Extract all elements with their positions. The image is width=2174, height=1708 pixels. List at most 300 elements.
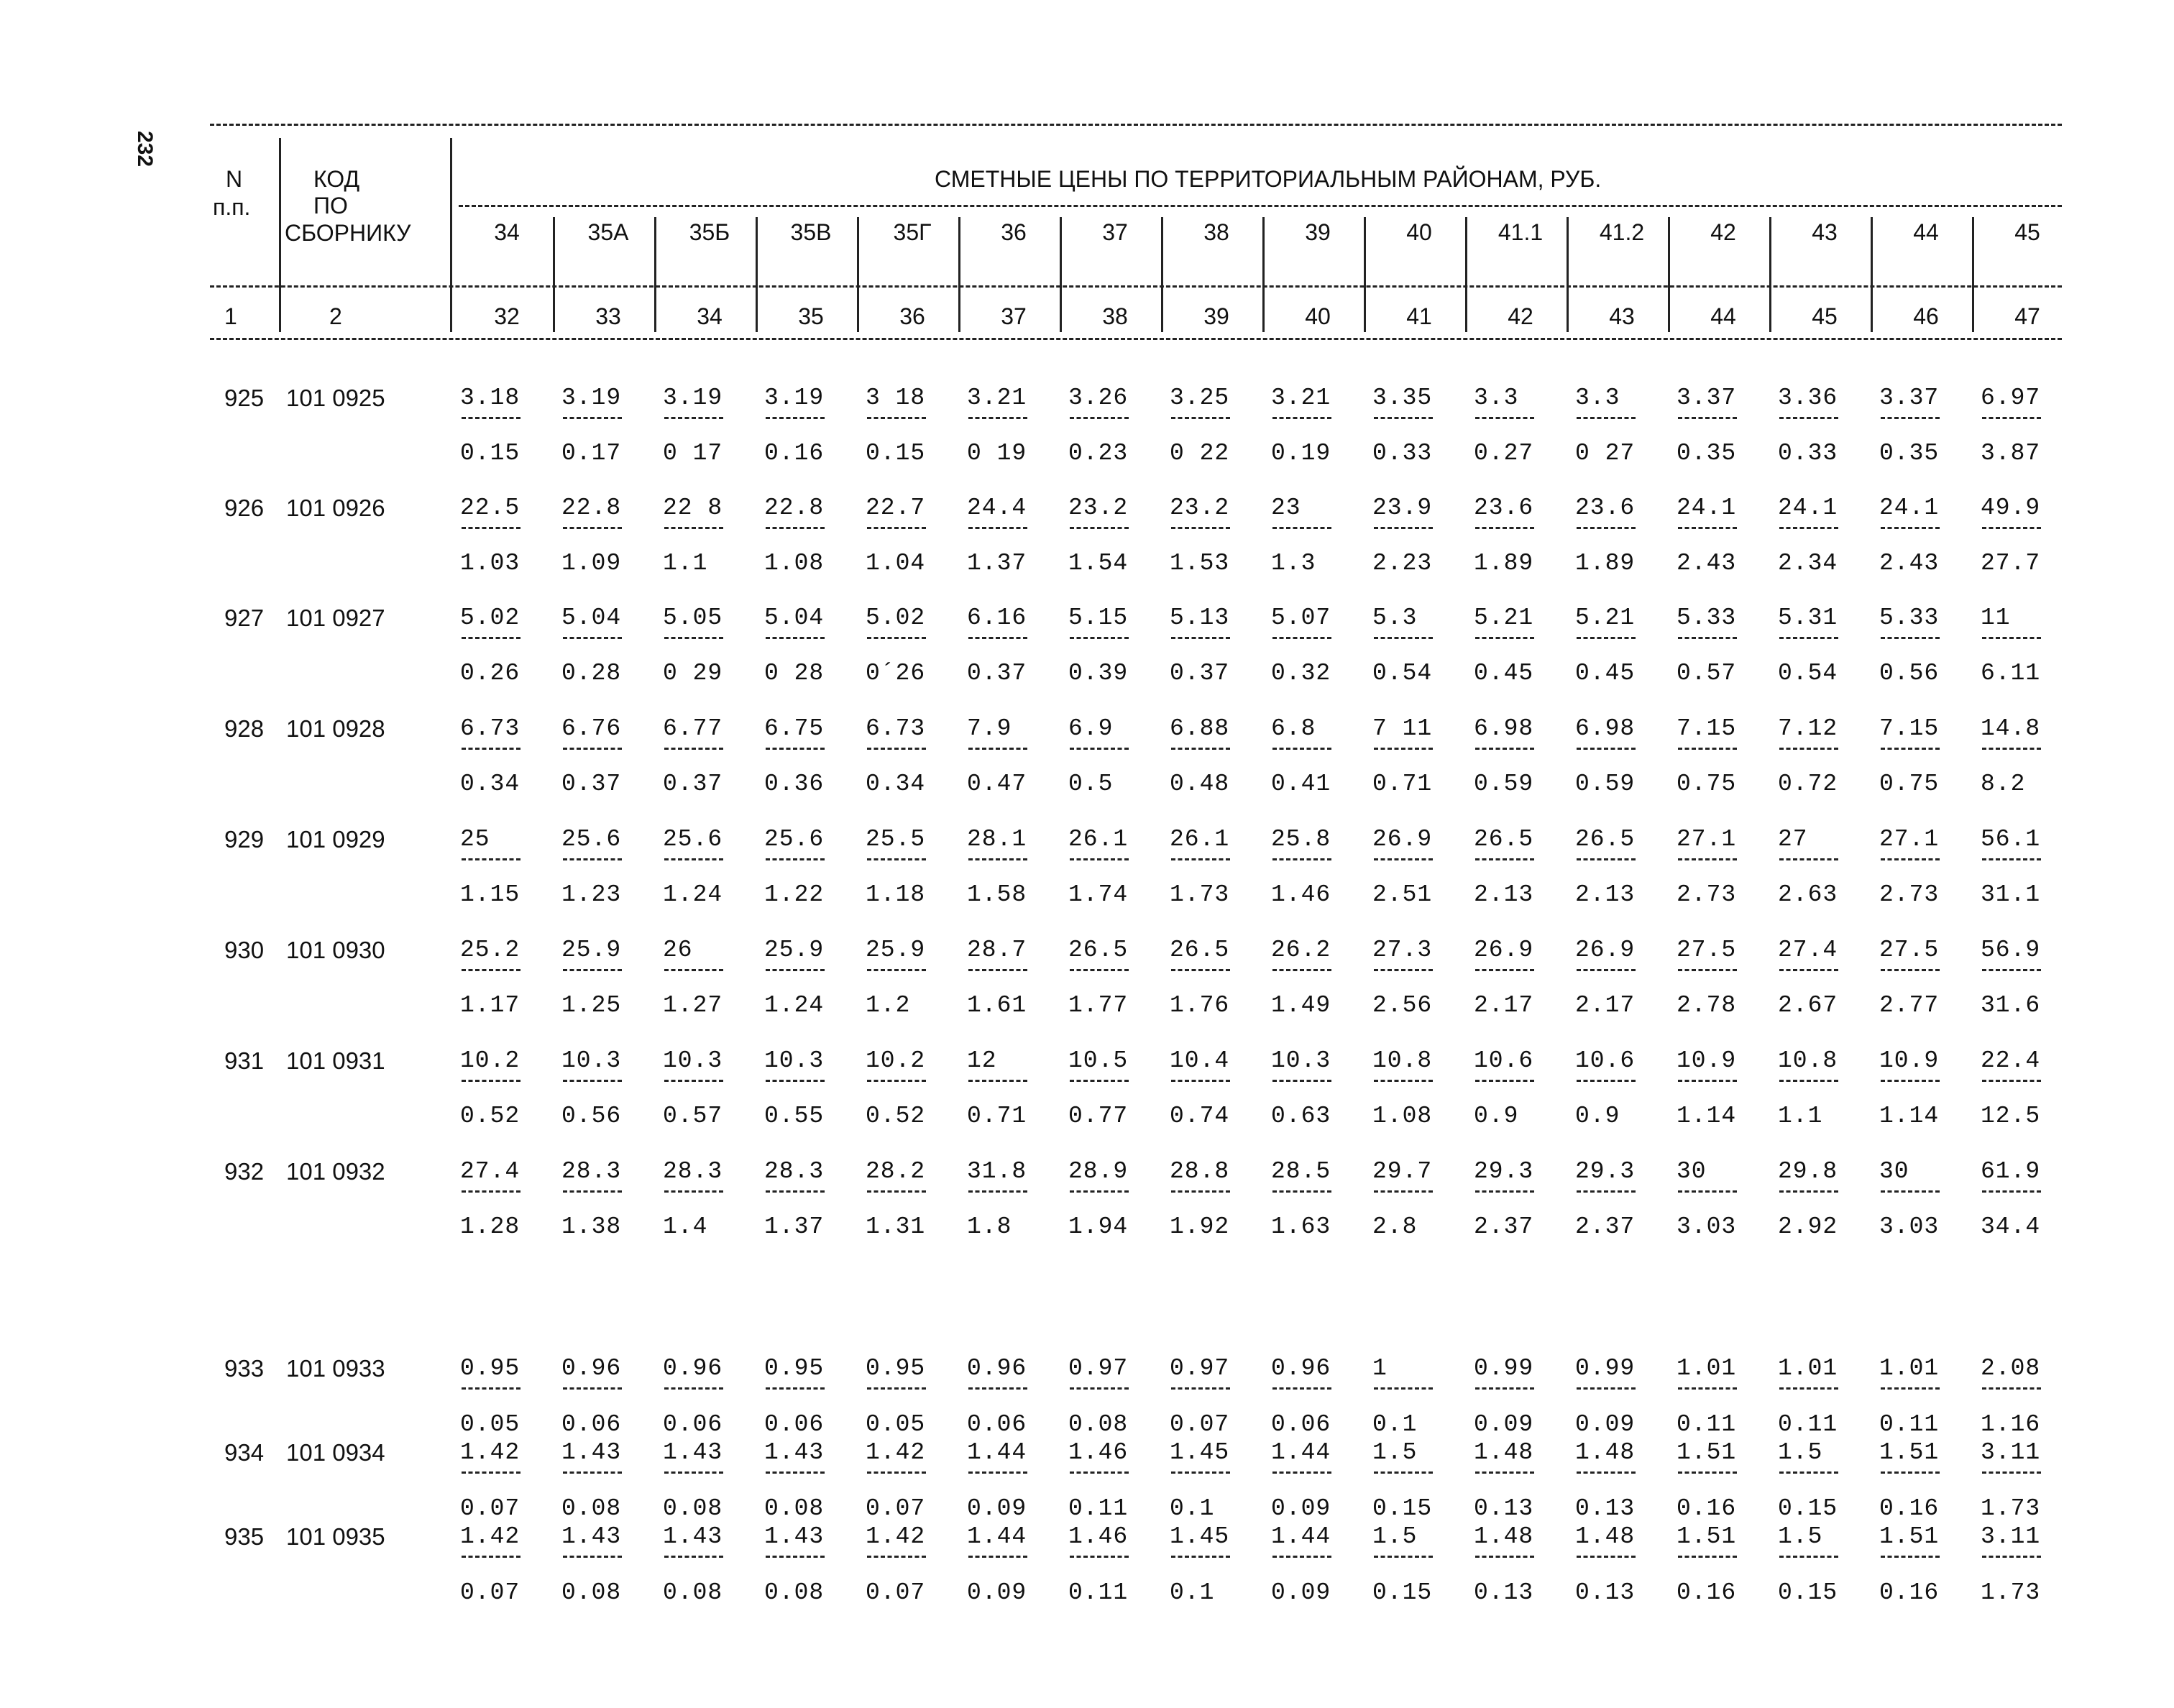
price-wage: 0.15 [460,440,520,467]
fraction-bar [563,1471,622,1474]
price-wage: 0.26 [460,660,520,687]
column-index: 35 [798,303,824,329]
fraction-bar [563,1190,622,1193]
header-index-n: 1 [224,303,237,329]
price-total: 28.8 [1170,1158,1230,1185]
price-total: 1.43 [663,1523,723,1550]
fraction-bar [1272,858,1331,860]
fraction-bar [1881,527,1940,529]
price-wage: 0.57 [663,1103,723,1129]
price-total: 7.15 [1677,715,1737,742]
price-wage: 1.73 [1981,1579,2041,1606]
price-wage: 0.37 [1170,660,1230,687]
price-total: 0.96 [561,1355,622,1382]
fraction-bar [1577,858,1636,860]
price-wage: 0.06 [967,1411,1027,1438]
row-id: 933 [224,1355,265,1382]
price-wage: 1.27 [663,992,723,1019]
fraction-bar [1475,748,1534,750]
header-bottom-rule [210,338,2062,340]
price-wage: 0.56 [1879,660,1940,687]
price-wage: 0.16 [1879,1495,1940,1522]
fraction-bar [1374,1387,1433,1390]
price-wage: 0.09 [967,1495,1027,1522]
price-wage: 1.14 [1879,1103,1940,1129]
price-wage: 1.77 [1068,992,1129,1019]
price-wage: 0.13 [1474,1579,1534,1606]
fraction-bar [462,527,520,529]
fraction-bar [1475,1190,1534,1193]
region-header: 37 [1102,219,1128,245]
price-wage: 0.27 [1474,440,1534,467]
price-wage: 1.53 [1170,550,1230,577]
price-total: 27.3 [1372,937,1433,963]
price-wage: 2.73 [1879,881,1940,908]
price-wage: 1.08 [1372,1103,1433,1129]
price-total: 49.9 [1981,495,2041,521]
price-total: 25.5 [866,826,926,853]
fraction-bar [1577,1387,1636,1390]
column-index: 43 [1609,303,1635,329]
price-total: 25 [460,826,490,853]
price-total: 27.5 [1879,937,1940,963]
fraction-bar [1678,969,1737,971]
column-separator [1262,217,1265,332]
fraction-bar [1779,748,1838,750]
price-total: 3.19 [663,385,723,411]
price-wage: 0.77 [1068,1103,1129,1129]
price-wage: 0.09 [1474,1411,1534,1438]
price-total: 14.8 [1981,715,2041,742]
price-total: 24.1 [1677,495,1737,521]
price-wage: 0.5 [1068,771,1114,797]
price-wage: 2.92 [1778,1213,1838,1240]
price-wage: 0.15 [1778,1495,1838,1522]
column-index: 41 [1406,303,1432,329]
price-wage: 0.36 [764,771,825,797]
price-total: 28.7 [967,937,1027,963]
price-wage: 0.05 [460,1411,520,1438]
price-total: 5.02 [460,605,520,631]
price-total: 1.42 [866,1523,926,1550]
fraction-bar [563,527,622,529]
fraction-bar [1678,748,1737,750]
price-total: 26.2 [1271,937,1331,963]
price-wage: 0.09 [1575,1411,1636,1438]
price-total: 1.01 [1879,1355,1940,1382]
price-total: 6.8 [1271,715,1316,742]
fraction-bar [968,1387,1027,1390]
fraction-bar [968,748,1027,750]
price-total: 1.48 [1474,1439,1534,1466]
price-wage: 1.73 [1981,1495,2041,1522]
price-total: 3.21 [1271,385,1331,411]
fraction-bar [968,1080,1027,1082]
price-total: 1.44 [967,1523,1027,1550]
fraction-bar [563,858,622,860]
price-wage: 1.37 [764,1213,825,1240]
price-wage: 2.37 [1474,1213,1534,1240]
price-total: 3.26 [1068,385,1129,411]
price-wage: 3.03 [1879,1213,1940,1240]
fraction-bar [1475,1080,1534,1082]
price-total: 1.5 [1778,1523,1823,1550]
price-total: 1.5 [1372,1439,1418,1466]
header-separator [279,138,281,332]
region-header: 34 [494,219,520,245]
column-index: 47 [2014,303,2040,329]
price-wage: 8.2 [1981,771,2026,797]
price-wage: 1.1 [1778,1103,1823,1129]
region-header: 39 [1305,219,1331,245]
fraction-bar [1475,858,1534,860]
price-total: 1.43 [764,1439,825,1466]
price-total: 1.51 [1677,1523,1737,1550]
fraction-bar [563,1556,622,1558]
column-separator [1972,217,1974,332]
fraction-bar [867,1387,926,1390]
fraction-bar [1475,1387,1534,1390]
price-total: 0.96 [967,1355,1027,1382]
column-separator [1871,217,1873,332]
price-total: 0.97 [1068,1355,1129,1382]
price-wage: 1.89 [1474,550,1534,577]
fraction-bar [1374,417,1433,419]
fraction-bar [664,527,723,529]
price-wage: 0.15 [1372,1579,1433,1606]
column-separator [1465,217,1467,332]
fraction-bar [1272,417,1331,419]
price-wage: 0.9 [1575,1103,1620,1129]
fraction-bar [664,748,723,750]
fraction-bar [664,1387,723,1390]
price-wage: 0.07 [866,1495,926,1522]
price-wage: 0.35 [1879,440,1940,467]
price-total: 10.6 [1474,1047,1534,1074]
price-total: 6.16 [967,605,1027,631]
region-header: 36 [1001,219,1027,245]
region-header: 35В [790,219,832,245]
price-total: 27.1 [1677,826,1737,853]
row-id: 926 [224,495,265,521]
price-wage: 0.11 [1068,1579,1129,1606]
region-header: 35Б [689,219,730,245]
price-total: 29.3 [1474,1158,1534,1185]
fraction-bar [1982,417,2041,419]
price-total: 3.19 [561,385,622,411]
price-total: 23.6 [1474,495,1534,521]
price-wage: 0.52 [866,1103,926,1129]
column-index: 38 [1102,303,1128,329]
price-wage: 31.6 [1981,992,2041,1019]
price-total: 10.3 [561,1047,622,1074]
fraction-bar [1171,748,1230,750]
price-wage: 0.13 [1575,1579,1636,1606]
price-total: 6.98 [1474,715,1534,742]
price-wage: 1.8 [967,1213,1012,1240]
price-total: 10.5 [1068,1047,1129,1074]
price-total: 10.8 [1372,1047,1433,1074]
fraction-bar [1779,1556,1838,1558]
fraction-bar [1678,417,1737,419]
price-total: 23.2 [1068,495,1129,521]
price-total: 1.44 [1271,1523,1331,1550]
fraction-bar [1374,637,1433,639]
fraction-bar [664,1471,723,1474]
price-wage: 0.06 [764,1411,825,1438]
fraction-bar [664,1190,723,1193]
price-wage: 2.43 [1677,550,1737,577]
price-total: 5.33 [1879,605,1940,631]
price-wage: 2.77 [1879,992,1940,1019]
row-id: 931 [224,1047,265,1074]
price-total: 26.5 [1474,826,1534,853]
price-total: 56.9 [1981,937,2041,963]
row-code: 101 0932 [286,1158,385,1185]
fraction-bar [1171,417,1230,419]
header-n-label: N [226,166,243,192]
price-wage: 0 28 [764,660,825,687]
price-wage: 0.08 [764,1495,825,1522]
price-wage: 0.1 [1372,1411,1418,1438]
price-wage: 0.1 [1170,1495,1215,1522]
fraction-bar [1171,1190,1230,1193]
fraction-bar [1577,637,1636,639]
column-separator [1567,217,1569,332]
fraction-bar [867,1556,926,1558]
price-total: 23 [1271,495,1301,521]
price-total: 0.95 [866,1355,926,1382]
row-code: 101 0928 [286,715,385,742]
fraction-bar [1171,969,1230,971]
header-separator [450,138,452,332]
fraction-bar [563,748,622,750]
price-wage: 27.7 [1981,550,2041,577]
price-total: 27.4 [1778,937,1838,963]
price-wage: 2.23 [1372,550,1433,577]
price-wage: 1.58 [967,881,1027,908]
price-wage: 1.04 [866,550,926,577]
price-total: 1.48 [1474,1523,1534,1550]
price-total: 22.8 [561,495,622,521]
price-wage: 0.47 [967,771,1027,797]
price-total: 10.4 [1170,1047,1230,1074]
price-total: 5.04 [561,605,622,631]
price-total: 22 8 [663,495,723,521]
header-code-label-2: ПО [313,193,348,219]
price-total: 6.77 [663,715,723,742]
price-total: 23.2 [1170,495,1230,521]
fraction-bar [968,1471,1027,1474]
price-total: 24.1 [1879,495,1940,521]
column-index: 46 [1913,303,1939,329]
price-total: 6.76 [561,715,622,742]
price-total: 26.9 [1575,937,1636,963]
fraction-bar [1881,417,1940,419]
fraction-bar [1070,969,1129,971]
fraction-bar [1982,1190,2041,1193]
fraction-bar [968,527,1027,529]
header-n-label-2: п.п. [213,194,251,220]
price-wage: 0 29 [663,660,723,687]
price-total: 6.73 [866,715,926,742]
fraction-bar [1070,527,1129,529]
fraction-bar [1374,858,1433,860]
fraction-bar [1779,527,1838,529]
price-wage: 0.16 [1879,1579,1940,1606]
price-total: 22.4 [1981,1047,2041,1074]
price-wage: 0.33 [1372,440,1433,467]
price-total: 3.37 [1677,385,1737,411]
fraction-bar [1779,1190,1838,1193]
fraction-bar [1881,1190,1940,1193]
fraction-bar [1070,1471,1129,1474]
region-header: 35Г [893,219,932,245]
fraction-bar [462,1556,520,1558]
price-total: 6.97 [1981,385,2041,411]
fraction-bar [1374,748,1433,750]
price-total: 25.6 [764,826,825,853]
price-wage: 2.17 [1575,992,1636,1019]
price-wage: 0´26 [866,660,926,687]
price-wage: 0.17 [561,440,622,467]
price-total: 28.5 [1271,1158,1331,1185]
fraction-bar [1070,637,1129,639]
fraction-bar [766,748,825,750]
price-wage: 0.57 [1677,660,1737,687]
price-wage: 0.54 [1778,660,1838,687]
price-wage: 0.33 [1778,440,1838,467]
row-id: 934 [224,1439,265,1466]
price-total: 5.02 [866,605,926,631]
price-total: 25.6 [561,826,622,853]
price-wage: 0.08 [764,1579,825,1606]
fraction-bar [664,969,723,971]
price-total: 10.6 [1575,1047,1636,1074]
fraction-bar [1577,527,1636,529]
fraction-bar [1070,1190,1129,1193]
region-header: 38 [1203,219,1229,245]
column-separator [1668,217,1670,332]
price-wage: 1.23 [561,881,622,908]
price-wage: 0.37 [561,771,622,797]
price-total: 61.9 [1981,1158,2041,1185]
fraction-bar [1982,1080,2041,1082]
price-wage: 0.59 [1575,771,1636,797]
price-wage: 0.08 [663,1495,723,1522]
price-wage: 1.14 [1677,1103,1737,1129]
price-wage: 0.54 [1372,660,1433,687]
fraction-bar [766,1556,825,1558]
price-wage: 0.11 [1068,1495,1129,1522]
price-total: 6.9 [1068,715,1114,742]
fraction-bar [766,969,825,971]
price-total: 56.1 [1981,826,2041,853]
price-total: 22.7 [866,495,926,521]
fraction-bar [563,417,622,419]
price-wage: 0.23 [1068,440,1129,467]
fraction-bar [1881,1387,1940,1390]
price-wage: 0.63 [1271,1103,1331,1129]
fraction-bar [664,1556,723,1558]
price-total: 5.33 [1677,605,1737,631]
column-separator [756,217,758,332]
price-wage: 0.06 [663,1411,723,1438]
fraction-bar [766,1387,825,1390]
price-total: 1.42 [460,1439,520,1466]
column-separator [553,217,555,332]
price-wage: 1.54 [1068,550,1129,577]
price-wage: 1.03 [460,550,520,577]
price-wage: 1.73 [1170,881,1230,908]
fraction-bar [1678,637,1737,639]
fraction-bar [462,1387,520,1390]
fraction-bar [867,417,926,419]
fraction-bar [1577,1471,1636,1474]
fraction-bar [766,637,825,639]
price-total: 11 [1981,605,2011,631]
fraction-bar [1881,637,1940,639]
page-number: 232 [133,131,157,167]
fraction-bar [1475,637,1534,639]
price-wage: 2.51 [1372,881,1433,908]
price-wage: 1.89 [1575,550,1636,577]
price-total: 0.96 [1271,1355,1331,1382]
price-total: 26.5 [1068,937,1129,963]
fraction-bar [1982,858,2041,860]
price-wage: 1.63 [1271,1213,1331,1240]
price-wage: 0.16 [764,440,825,467]
price-total: 0.95 [764,1355,825,1382]
price-wage: 0.75 [1879,771,1940,797]
price-total: 28.3 [663,1158,723,1185]
fraction-bar [766,417,825,419]
price-total: 1 [1372,1355,1388,1382]
price-total: 24.4 [967,495,1027,521]
price-wage: 12.5 [1981,1103,2041,1129]
price-total: 29.8 [1778,1158,1838,1185]
price-wage: 2.63 [1778,881,1838,908]
header-title-rule [459,205,2062,207]
row-code: 101 0929 [286,826,385,853]
column-separator [1060,217,1062,332]
price-wage: 0.11 [1677,1411,1737,1438]
fraction-bar [1171,1556,1230,1558]
fraction-bar [563,1080,622,1082]
price-wage: 1.28 [460,1213,520,1240]
price-wage: 3.87 [1981,440,2041,467]
price-wage: 1.24 [663,881,723,908]
column-index: 37 [1001,303,1027,329]
fraction-bar [1171,1387,1230,1390]
fraction-bar [462,748,520,750]
fraction-bar [1678,1387,1737,1390]
price-wage: 0.06 [561,1411,622,1438]
price-total: 26.5 [1575,826,1636,853]
price-wage: 0.07 [460,1495,520,1522]
row-id: 928 [224,715,265,742]
fraction-bar [1171,1471,1230,1474]
fraction-bar [462,858,520,860]
price-total: 10.3 [1271,1047,1331,1074]
price-wage: 0.13 [1474,1495,1534,1522]
fraction-bar [1779,417,1838,419]
price-total: 1.42 [460,1523,520,1550]
fraction-bar [1678,527,1737,529]
price-wage: 0.16 [1677,1495,1737,1522]
price-total: 23.9 [1372,495,1433,521]
fraction-bar [664,858,723,860]
